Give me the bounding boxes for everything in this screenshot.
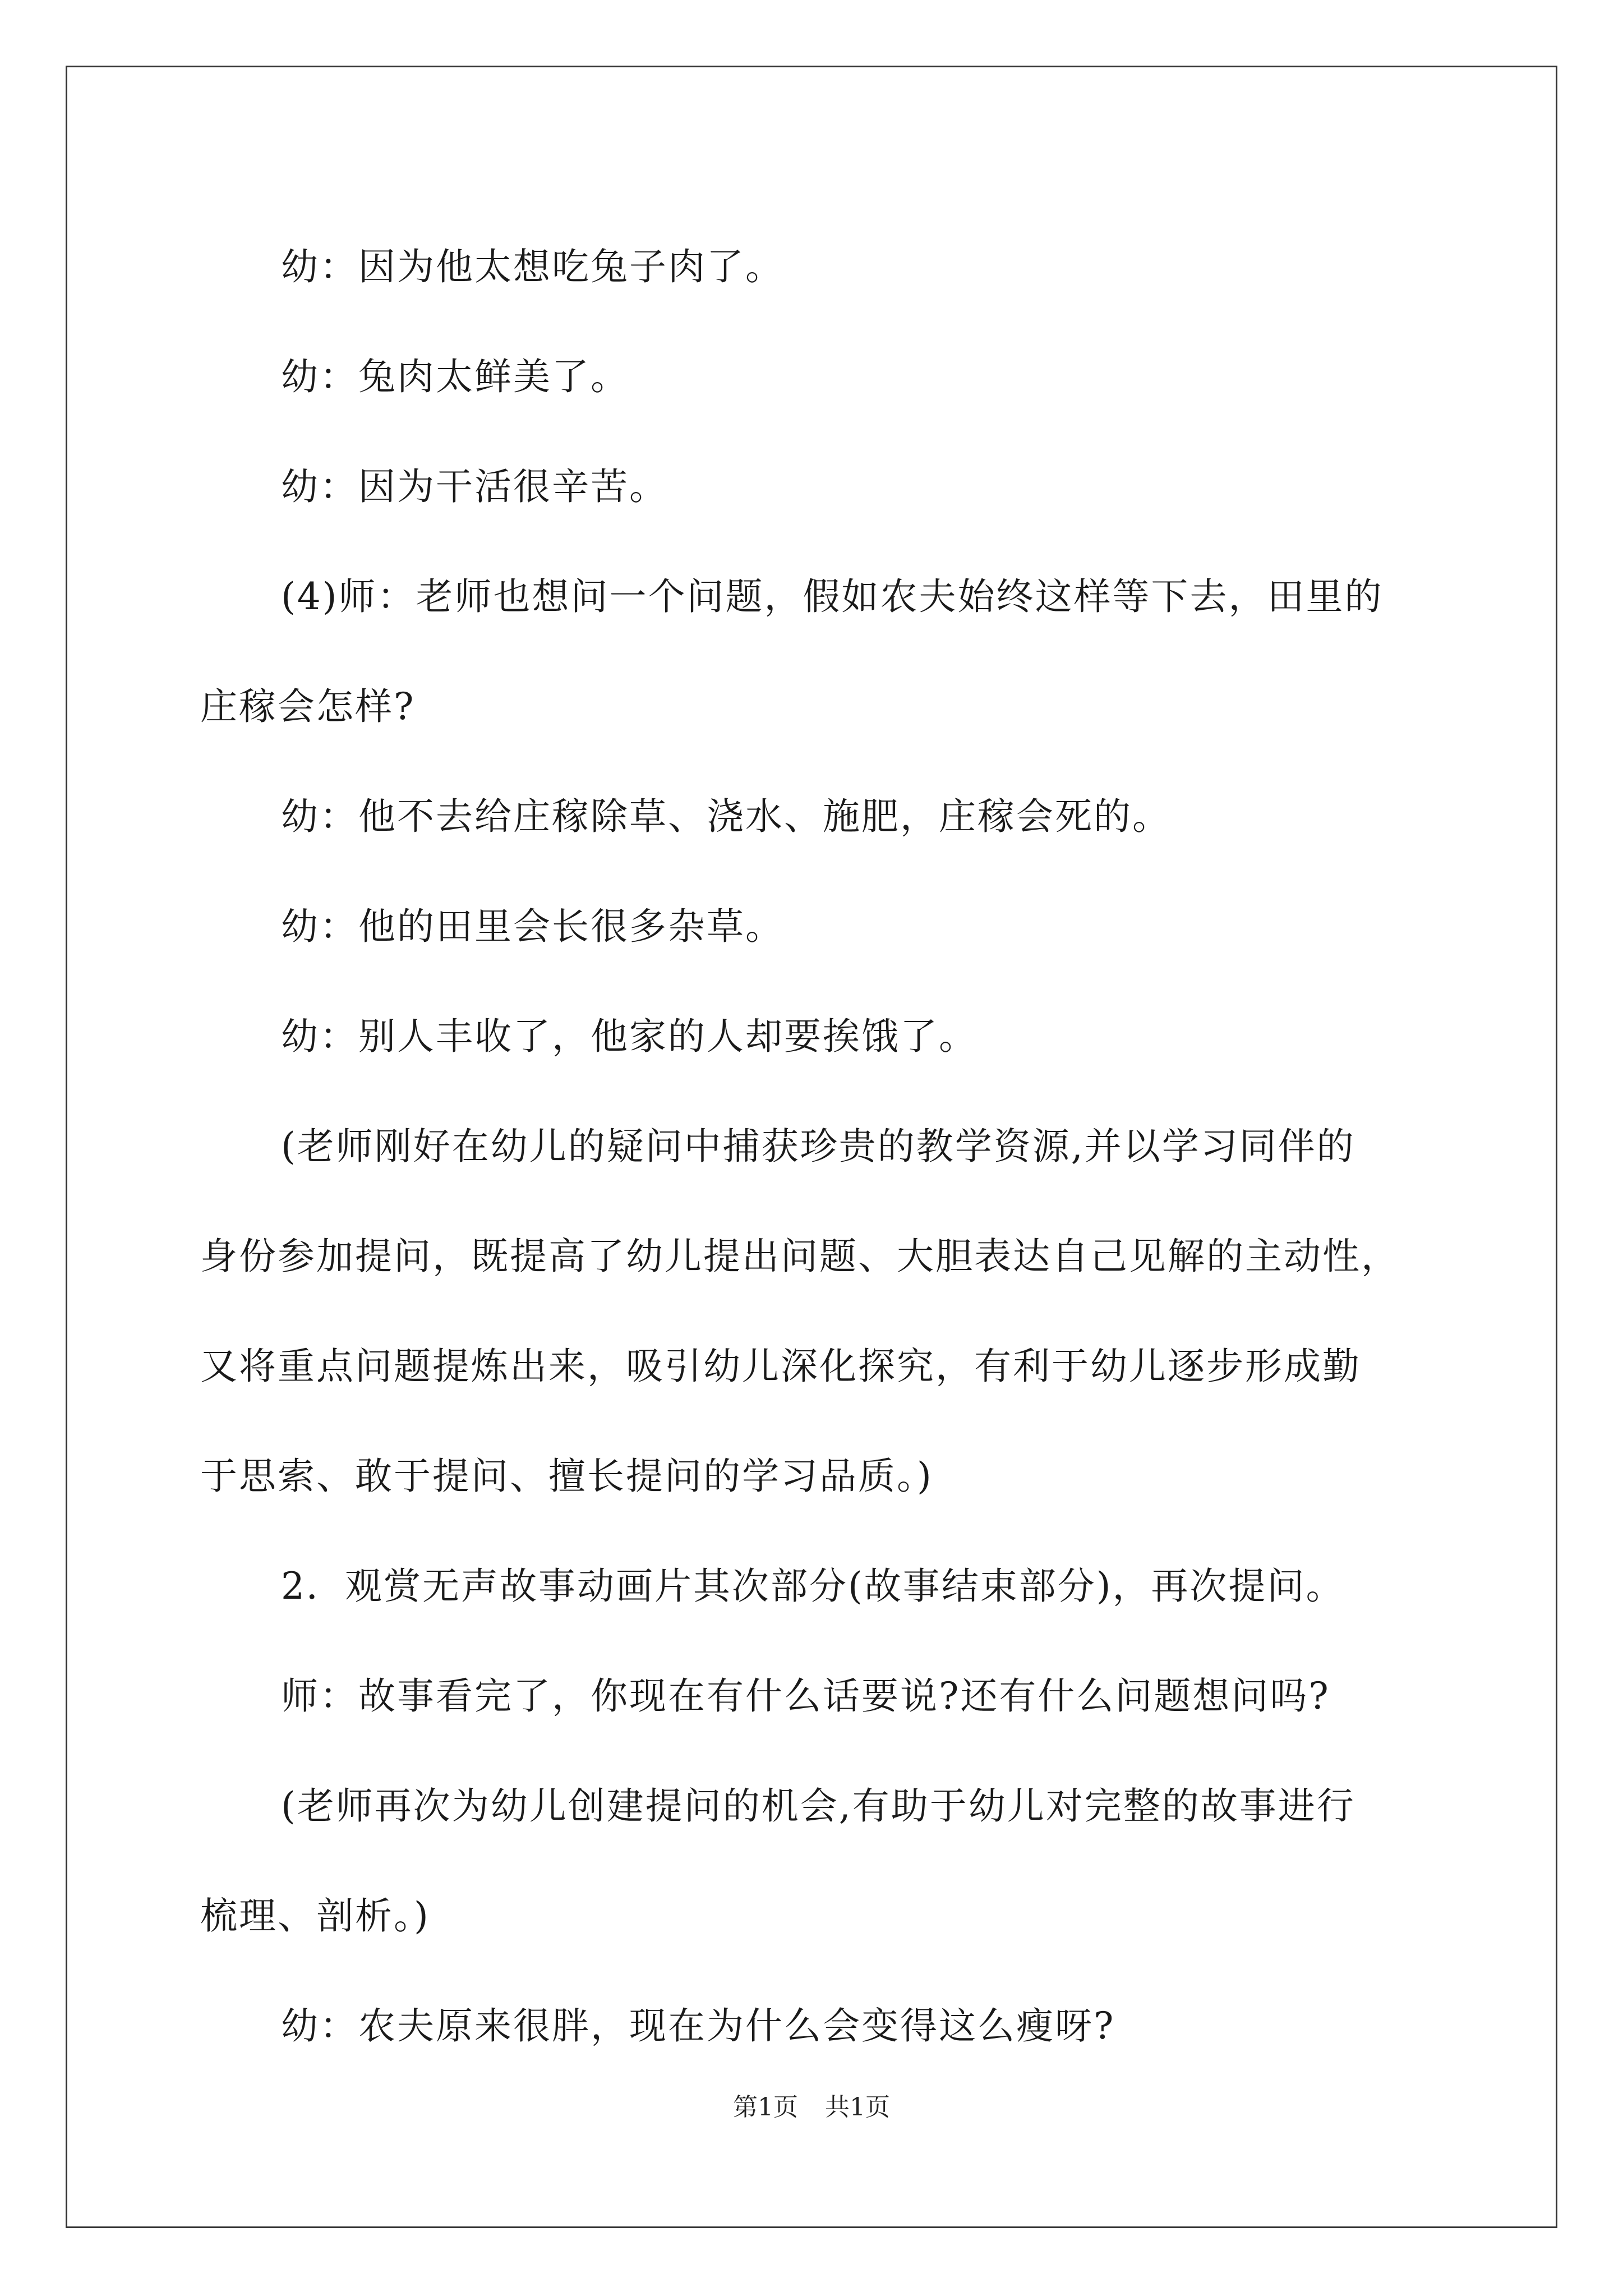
paragraph — [200, 212, 1456, 322]
paragraph — [200, 1751, 1456, 1971]
paragraph — [200, 322, 1456, 432]
text-line: 幼：因为他太想吃兔子肉了。 — [281, 245, 784, 288]
paragraph — [200, 1092, 1456, 1531]
text-line: 幼：农夫原来很胖，现在为什么会变得这么瘦呀? — [281, 2004, 1115, 2047]
text-line: (4)师：老师也想问一个问题，假如农夫始终这样等下去，田里的 — [281, 575, 1384, 618]
paragraph — [200, 432, 1456, 542]
paragraph — [200, 1641, 1456, 1751]
text-line: 又将重点问题提炼出来，吸引幼儿深化探究，有利于幼儿逐步形成勤 — [200, 1345, 1361, 1388]
page-footer — [0, 2091, 1623, 2124]
paragraph — [200, 762, 1456, 872]
text-line: 于思索、敢于提问、擅长提问的学习品质。) — [200, 1455, 933, 1498]
page-number: 第1页 — [733, 2093, 798, 2122]
paragraph — [200, 1531, 1456, 1641]
text-line: 幼：因为干活很辛苦。 — [281, 465, 668, 508]
page-total: 共1页 — [825, 2093, 890, 2122]
text-line: (老师刚好在幼儿的疑问中捕获珍贵的教学资源,并以学习同伴的 — [281, 1125, 1355, 1168]
text-line: 师：故事看完了，你现在有什么话要说?还有什么问题想问吗? — [281, 1674, 1330, 1718]
text-line: 庄稼会怎样? — [200, 685, 416, 728]
text-line: 幼：他不去给庄稼除草、浇水、施肥，庄稼会死的。 — [281, 795, 1171, 838]
text-line: (老师再次为幼儿创建提问的机会,有助于幼儿对完整的故事进行 — [281, 1784, 1355, 1828]
paragraph — [200, 542, 1456, 762]
text-line: 幼：兔肉太鲜美了。 — [281, 355, 629, 398]
text-line: 幼：他的田里会长很多杂草。 — [281, 905, 784, 948]
text-line: 幼：别人丰收了，他家的人却要挨饿了。 — [281, 1015, 978, 1058]
text-line: 梳理、剖析。) — [200, 1894, 430, 1938]
paragraph — [200, 1971, 1456, 2081]
document-body — [200, 212, 1456, 2081]
text-line: 身份参加提问，既提高了幼儿提出问题、大胆表达自己见解的主动性， — [200, 1235, 1400, 1278]
paragraph — [200, 872, 1456, 982]
text-line: 2．观赏无声故事动画片其次部分(故事结束部分)，再次提问。 — [281, 1565, 1345, 1608]
paragraph — [200, 982, 1456, 1092]
